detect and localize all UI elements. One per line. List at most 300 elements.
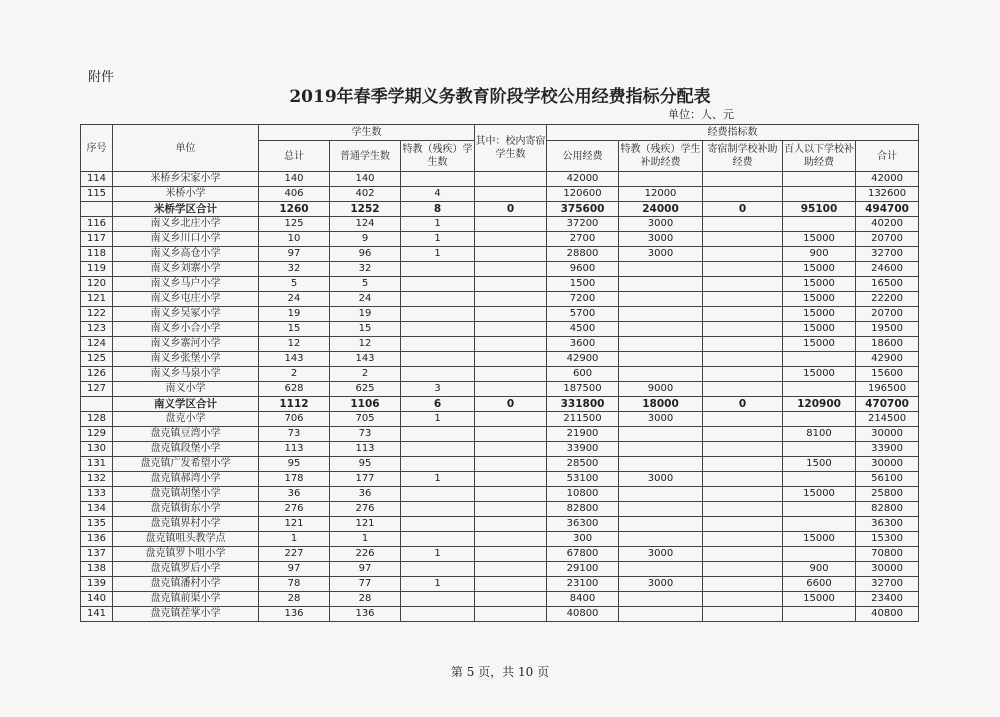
table-cell: 1112 — [259, 397, 330, 412]
table-cell: 32 — [330, 262, 401, 277]
table-cell: 136 — [259, 607, 330, 622]
table-cell: 1500 — [547, 277, 619, 292]
table-cell: 95 — [259, 457, 330, 472]
table-cell: 140 — [330, 172, 401, 187]
table-cell: 28 — [330, 592, 401, 607]
table-cell: 143 — [259, 352, 330, 367]
table-cell: 12 — [330, 337, 401, 352]
table-cell: 5 — [330, 277, 401, 292]
table-cell — [783, 352, 856, 367]
table-cell: 121 — [330, 517, 401, 532]
table-cell — [703, 487, 783, 502]
table-cell: 盘克镇界村小学 — [113, 517, 259, 532]
table-cell: 196500 — [856, 382, 919, 397]
table-cell: 117 — [81, 232, 113, 247]
table-cell: 30000 — [856, 562, 919, 577]
table-cell: 1500 — [783, 457, 856, 472]
table-cell: 126 — [81, 367, 113, 382]
table-cell: 19 — [330, 307, 401, 322]
table-cell: 276 — [330, 502, 401, 517]
table-cell — [619, 367, 703, 382]
header-special: 特教（残疾）学生数 — [401, 141, 475, 172]
table-cell: 盘克镇郝湾小学 — [113, 472, 259, 487]
table-cell — [703, 247, 783, 262]
table-cell: 42000 — [547, 172, 619, 187]
table-cell: 113 — [330, 442, 401, 457]
table-cell: 3000 — [619, 247, 703, 262]
table-cell: 南义乡北庄小学 — [113, 217, 259, 232]
header-sum: 合计 — [856, 141, 919, 172]
table-cell — [783, 187, 856, 202]
table-cell: 19 — [259, 307, 330, 322]
table-cell — [475, 232, 547, 247]
table-cell: 3000 — [619, 217, 703, 232]
table-cell: 3000 — [619, 472, 703, 487]
table-cell — [401, 337, 475, 352]
table-row — [81, 262, 919, 277]
table-cell: 177 — [330, 472, 401, 487]
table-cell: 19500 — [856, 322, 919, 337]
table-cell: 15 — [330, 322, 401, 337]
table-cell — [703, 577, 783, 592]
table-cell: 131 — [81, 457, 113, 472]
table-cell: 135 — [81, 517, 113, 532]
table-cell: 143 — [330, 352, 401, 367]
page-title: 2019年春季学期义务教育阶段学校公用经费指标分配表 — [289, 87, 711, 107]
header-students: 学生数 — [259, 125, 475, 141]
table-cell — [401, 592, 475, 607]
table-row — [81, 352, 919, 367]
unit-note: 单位：人、元 — [668, 108, 734, 121]
table-cell — [401, 172, 475, 187]
table-cell: 331800 — [547, 397, 619, 412]
table-cell — [475, 457, 547, 472]
table-cell — [475, 502, 547, 517]
table-cell: 113 — [259, 442, 330, 457]
table-row — [81, 367, 919, 382]
table-cell: 124 — [81, 337, 113, 352]
table-row — [81, 187, 919, 202]
table-cell: 67800 — [547, 547, 619, 562]
table-cell — [475, 547, 547, 562]
table-cell — [783, 472, 856, 487]
table-cell: 122 — [81, 307, 113, 322]
table-cell: 406 — [259, 187, 330, 202]
table-cell: 125 — [81, 352, 113, 367]
table-cell: 15000 — [783, 322, 856, 337]
table-cell: 705 — [330, 412, 401, 427]
table-cell — [703, 277, 783, 292]
table-cell — [475, 592, 547, 607]
table-row — [81, 592, 919, 607]
table-cell: 15000 — [783, 307, 856, 322]
table-cell: 南义乡小合小学 — [113, 322, 259, 337]
table-cell: 36300 — [547, 517, 619, 532]
table-cell: 82800 — [547, 502, 619, 517]
table-cell: 15000 — [783, 592, 856, 607]
table-cell — [619, 307, 703, 322]
table-cell: 25800 — [856, 487, 919, 502]
table-cell: 706 — [259, 412, 330, 427]
table-cell — [475, 187, 547, 202]
table-cell: 127 — [81, 382, 113, 397]
table-cell: 187500 — [547, 382, 619, 397]
table-cell: 138 — [81, 562, 113, 577]
table-cell — [475, 442, 547, 457]
table-cell — [401, 607, 475, 622]
table-cell: 36300 — [856, 517, 919, 532]
table-cell — [401, 352, 475, 367]
table-cell — [475, 577, 547, 592]
table-row — [81, 232, 919, 247]
table-cell — [475, 487, 547, 502]
table-row — [81, 517, 919, 532]
table-cell — [401, 262, 475, 277]
table-cell: 9600 — [547, 262, 619, 277]
table-cell: 123 — [81, 322, 113, 337]
table-cell: 0 — [475, 202, 547, 217]
table-cell — [475, 412, 547, 427]
table-cell: 15000 — [783, 232, 856, 247]
header-funds: 经费指标数 — [547, 125, 919, 141]
table-cell — [703, 337, 783, 352]
table-cell: 178 — [259, 472, 330, 487]
table-cell: 南义乡马泉小学 — [113, 367, 259, 382]
table-cell: 15600 — [856, 367, 919, 382]
table-cell: 136 — [330, 607, 401, 622]
table-cell — [619, 427, 703, 442]
table-cell: 5 — [259, 277, 330, 292]
table-cell: 95 — [330, 457, 401, 472]
table-cell — [401, 307, 475, 322]
table-cell: 28 — [259, 592, 330, 607]
table-cell — [619, 592, 703, 607]
table-cell: 盘克镇前渠小学 — [113, 592, 259, 607]
table-cell — [783, 217, 856, 232]
table-row — [81, 217, 919, 232]
table-cell — [619, 502, 703, 517]
table-cell: 10 — [259, 232, 330, 247]
table-cell: 盘克镇罗后小学 — [113, 562, 259, 577]
table-cell: 625 — [330, 382, 401, 397]
table-cell: 36 — [259, 487, 330, 502]
table-cell — [475, 322, 547, 337]
table-cell: 15000 — [783, 277, 856, 292]
table-row — [81, 562, 919, 577]
table-cell — [401, 457, 475, 472]
table-cell: 95100 — [783, 202, 856, 217]
table-cell: 5700 — [547, 307, 619, 322]
table-cell — [619, 352, 703, 367]
table-cell: 24 — [259, 292, 330, 307]
table-cell — [475, 352, 547, 367]
table-cell — [703, 607, 783, 622]
table-cell — [703, 292, 783, 307]
table-row — [81, 607, 919, 622]
table-cell — [703, 232, 783, 247]
table-cell — [401, 562, 475, 577]
table-cell: 12 — [259, 337, 330, 352]
table-cell: 30000 — [856, 427, 919, 442]
table-cell — [475, 217, 547, 232]
table-cell: 227 — [259, 547, 330, 562]
table-cell — [475, 607, 547, 622]
table-cell — [401, 487, 475, 502]
header-boarding-subsidy: 寄宿制学校补助经费 — [703, 141, 783, 172]
table-cell: 南义乡高仓小学 — [113, 247, 259, 262]
table-cell — [783, 547, 856, 562]
table-cell: 9 — [330, 232, 401, 247]
table-cell: 36 — [330, 487, 401, 502]
table-cell: 4500 — [547, 322, 619, 337]
table-cell: 56100 — [856, 472, 919, 487]
table-row — [81, 442, 919, 457]
page-footer: 第 5 页，共 10 页 — [450, 665, 550, 679]
table-cell: 119 — [81, 262, 113, 277]
table-cell — [619, 562, 703, 577]
table-cell — [475, 247, 547, 262]
table-cell — [475, 172, 547, 187]
table-cell: 276 — [259, 502, 330, 517]
table-cell: 73 — [330, 427, 401, 442]
table-cell: 129 — [81, 427, 113, 442]
table-cell: 42000 — [856, 172, 919, 187]
table-cell: 20700 — [856, 307, 919, 322]
table-cell: 3 — [401, 382, 475, 397]
table-cell: 375600 — [547, 202, 619, 217]
header-regular: 普通学生数 — [330, 141, 401, 172]
table-cell: 900 — [783, 247, 856, 262]
table-cell: 24 — [330, 292, 401, 307]
table-cell: 米桥乡宋家小学 — [113, 172, 259, 187]
table-cell — [703, 547, 783, 562]
table-cell: 300 — [547, 532, 619, 547]
table-cell — [703, 262, 783, 277]
table-cell — [703, 517, 783, 532]
table-cell — [783, 442, 856, 457]
table-cell: 78 — [259, 577, 330, 592]
table-row — [81, 292, 919, 307]
table-cell: 米桥学区合计 — [113, 202, 259, 217]
header-special-subsidy: 特教（残疾）学生补助经费 — [619, 141, 703, 172]
table-cell — [703, 367, 783, 382]
header-seq: 序号 — [81, 125, 113, 172]
table-cell: 96 — [330, 247, 401, 262]
table-cell: 1 — [401, 472, 475, 487]
table-cell: 南义乡刘寨小学 — [113, 262, 259, 277]
table-row — [81, 172, 919, 187]
table-cell: 20700 — [856, 232, 919, 247]
table-cell: 0 — [703, 397, 783, 412]
table-cell: 3600 — [547, 337, 619, 352]
table-cell: 1 — [401, 412, 475, 427]
table-cell: 16500 — [856, 277, 919, 292]
table-row — [81, 382, 919, 397]
table-cell: 1260 — [259, 202, 330, 217]
table-cell: 42900 — [547, 352, 619, 367]
table-cell — [619, 517, 703, 532]
table-cell — [703, 592, 783, 607]
table-row — [81, 277, 919, 292]
table-cell: 1 — [401, 217, 475, 232]
header-total: 总计 — [259, 141, 330, 172]
table-cell: 15000 — [783, 487, 856, 502]
table-body — [81, 172, 919, 622]
table-cell — [703, 457, 783, 472]
table-cell: 盘克镇街东小学 — [113, 502, 259, 517]
table-cell: 32700 — [856, 577, 919, 592]
table-cell: 115 — [81, 187, 113, 202]
table-cell — [401, 517, 475, 532]
table-cell — [783, 172, 856, 187]
table-cell: 盘克镇潘村小学 — [113, 577, 259, 592]
table-cell: 15000 — [783, 292, 856, 307]
table-cell — [783, 382, 856, 397]
table-cell: 24600 — [856, 262, 919, 277]
table-cell — [475, 562, 547, 577]
table-cell: 24000 — [619, 202, 703, 217]
table-cell — [703, 172, 783, 187]
table-row — [81, 502, 919, 517]
table-cell: 1 — [401, 547, 475, 562]
table-cell: 15300 — [856, 532, 919, 547]
table-cell: 18000 — [619, 397, 703, 412]
table-cell — [81, 397, 113, 412]
table-cell — [619, 262, 703, 277]
table-cell: 121 — [259, 517, 330, 532]
table-cell: 6 — [401, 397, 475, 412]
table-cell: 1 — [401, 577, 475, 592]
table-cell — [619, 607, 703, 622]
table-cell — [619, 292, 703, 307]
table-cell: 15000 — [783, 532, 856, 547]
table-cell — [783, 517, 856, 532]
table-cell — [475, 382, 547, 397]
table-cell: 南义乡川口小学 — [113, 232, 259, 247]
subtotal-row — [81, 202, 919, 217]
table-cell: 211500 — [547, 412, 619, 427]
table-cell: 97 — [259, 562, 330, 577]
table-cell: 南义小学 — [113, 382, 259, 397]
table-cell: 15000 — [783, 337, 856, 352]
table-cell: 2700 — [547, 232, 619, 247]
table-row — [81, 322, 919, 337]
table-cell — [783, 412, 856, 427]
table-cell: 1 — [401, 247, 475, 262]
table-cell — [703, 472, 783, 487]
table-cell: 42900 — [856, 352, 919, 367]
table-cell: 900 — [783, 562, 856, 577]
table-cell: 73 — [259, 427, 330, 442]
table-cell — [475, 292, 547, 307]
table-cell: 130 — [81, 442, 113, 457]
header-public: 公用经费 — [547, 141, 619, 172]
table-cell: 82800 — [856, 502, 919, 517]
table-cell: 1 — [401, 232, 475, 247]
table-cell: 134 — [81, 502, 113, 517]
table-cell: 3000 — [619, 547, 703, 562]
table-cell: 140 — [259, 172, 330, 187]
table-cell: 15000 — [783, 367, 856, 382]
header-boarding: 其中：校内寄宿学生数 — [475, 125, 547, 172]
table-cell: 1 — [259, 532, 330, 547]
table-cell — [703, 217, 783, 232]
table-cell: 136 — [81, 532, 113, 547]
table-cell — [401, 277, 475, 292]
table-cell: 32 — [259, 262, 330, 277]
table-row — [81, 487, 919, 502]
table-cell: 22200 — [856, 292, 919, 307]
table-cell: 402 — [330, 187, 401, 202]
table-cell: 12000 — [619, 187, 703, 202]
table-cell: 南义乡吴冢小学 — [113, 307, 259, 322]
table-cell: 29100 — [547, 562, 619, 577]
table-cell — [619, 172, 703, 187]
table-cell: 1 — [330, 532, 401, 547]
table-cell: 37200 — [547, 217, 619, 232]
table-row — [81, 337, 919, 352]
table-cell: 8 — [401, 202, 475, 217]
table-cell — [475, 277, 547, 292]
table-cell — [783, 502, 856, 517]
table-cell: 21900 — [547, 427, 619, 442]
table-cell: 南义乡张堡小学 — [113, 352, 259, 367]
table-cell: 600 — [547, 367, 619, 382]
table-cell: 3000 — [619, 232, 703, 247]
table-row — [81, 547, 919, 562]
table-cell — [475, 427, 547, 442]
table-cell: 0 — [703, 202, 783, 217]
table-cell — [475, 262, 547, 277]
table-cell — [401, 427, 475, 442]
table-cell: 40800 — [547, 607, 619, 622]
table-cell: 3000 — [619, 577, 703, 592]
table-cell: 132600 — [856, 187, 919, 202]
table-cell: 1252 — [330, 202, 401, 217]
table-cell — [703, 532, 783, 547]
allocation-table — [80, 124, 919, 622]
table-cell — [619, 277, 703, 292]
table-cell: 53100 — [547, 472, 619, 487]
table-cell: 3000 — [619, 412, 703, 427]
table-cell — [401, 367, 475, 382]
table-cell — [475, 307, 547, 322]
table-cell: 30000 — [856, 457, 919, 472]
table-cell: 9000 — [619, 382, 703, 397]
table-cell: 南义乡寨河小学 — [113, 337, 259, 352]
table-cell: 70800 — [856, 547, 919, 562]
table-cell: 23400 — [856, 592, 919, 607]
attachment-label: 附件 — [88, 70, 115, 85]
table-cell: 114 — [81, 172, 113, 187]
table-row — [81, 427, 919, 442]
table-cell: 97 — [330, 562, 401, 577]
table-cell — [401, 292, 475, 307]
table-cell: 494700 — [856, 202, 919, 217]
table-cell: 141 — [81, 607, 113, 622]
table-cell: 南义乡马户小学 — [113, 277, 259, 292]
table-cell — [703, 412, 783, 427]
table-cell — [619, 337, 703, 352]
table-cell: 226 — [330, 547, 401, 562]
table-cell — [401, 442, 475, 457]
header-small-school: 百人以下学校补助经费 — [783, 141, 856, 172]
table-cell: 132 — [81, 472, 113, 487]
table-cell — [475, 367, 547, 382]
table-cell — [703, 502, 783, 517]
table-cell: 628 — [259, 382, 330, 397]
subtotal-row — [81, 397, 919, 412]
